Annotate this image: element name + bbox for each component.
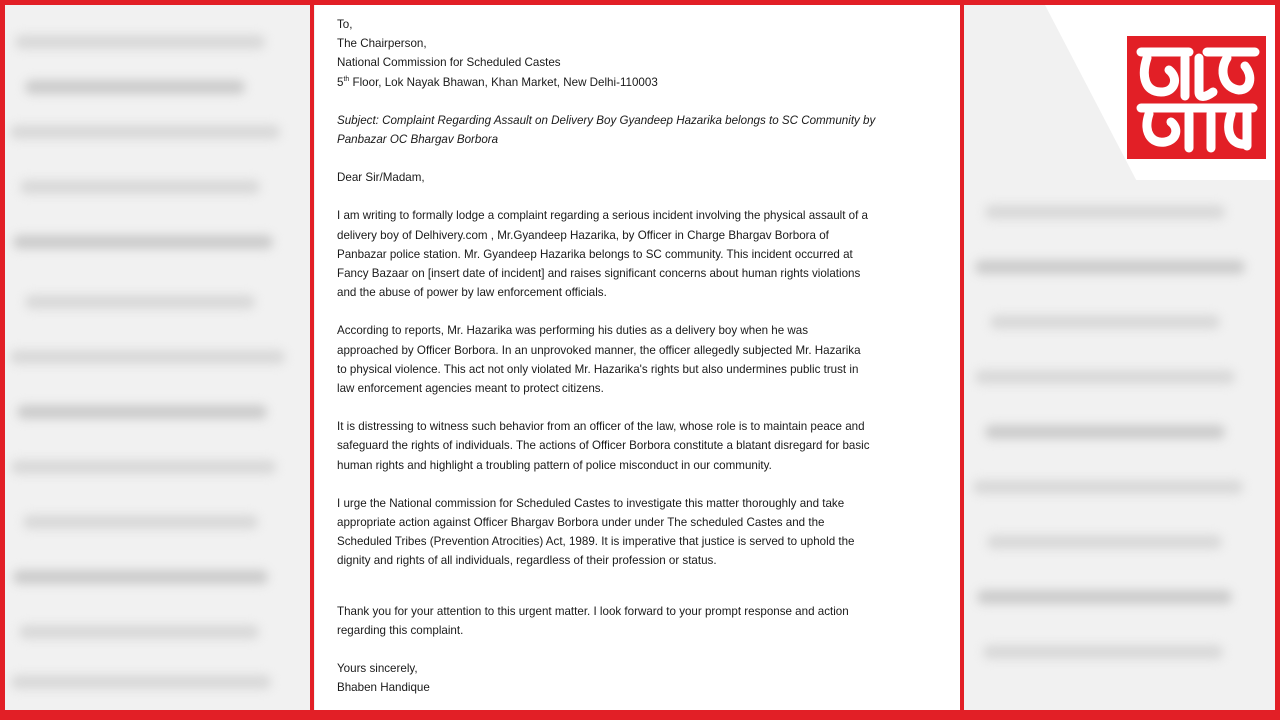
p1-line: Panbazar police station. Mr. Gyandeep Hazarika belongs to SC community. This incident occurred at [337,247,853,261]
letter-to: To, [337,18,353,31]
paragraph-1 [337,206,915,302]
letter-subject-1: Subject: Complaint Regarding Assault on Delivery Boy Gyandeep Hazarika belongs to SC Community by [337,113,876,127]
paragraph-5 [337,602,915,640]
letter-recipient: The Chairperson, [337,37,427,51]
paragraph-4 [337,494,915,571]
p3-line: It is distressing to witness such behavior from an officer of the law, whose role is to maintain peace and [337,420,865,434]
letter-closing: Yours sincerely, [337,662,418,676]
p2-line: to physical violence. This act not only violated Mr. Hazarika's rights but also undermines public trust in [337,362,859,376]
left-divider [310,5,314,710]
p4-line: Scheduled Tribes (Prevention Atrocities) Act, 1989. It is imperative that justice is served to uphold the [337,535,855,549]
letter-address [337,73,915,92]
letter-signatory: Bhaben Handique [337,681,430,695]
p1-line: and the abuse of power by law enforcement officials. [337,286,607,300]
p5-line: Thank you for your attention to this urgent matter. I look forward to your prompt response and action [337,604,849,618]
address-floor: 5 [337,75,344,89]
frame [5,5,1275,710]
letter-subject-2: Panbazar OC Bhargav Borbora [337,133,499,147]
blurred-left-panel [5,5,310,710]
address-rest: Floor, Lok Nayak Bhawan, Khan Market, New Delhi-110003 [349,75,658,89]
p3-line: human rights and highlight a troubling pattern of police misconduct in our community. [337,458,772,472]
logo-area [1045,5,1275,185]
p1-line: I am writing to formally lodge a complaint regarding a serious incident involving the physical assault of a [337,209,869,223]
p4-line: dignity and rights of all individuals, regardless of their profession or status. [337,554,717,568]
newspaper-logo-icon [1127,36,1266,159]
p4-line: appropriate action against Officer Bhargav Borbora under under The scheduled Castes and the [337,516,825,530]
address-sup: th [343,75,350,83]
complaint-letter [315,5,960,710]
p3-line: safeguard the rights of individuals. The actions of Officer Borbora constitute a blatant disregard for basic [337,439,870,453]
p1-line: Fancy Bazaar on [insert date of incident] and raises significant concerns about human rights violations [337,267,861,281]
p4-line: I urge the National commission for Scheduled Castes to investigate this matter thoroughly and take [337,496,845,510]
p1-line: delivery boy of Delhivery.com , Mr.Gyandeep Hazarika, by Officer in Charge Bhargav Borbora of [337,228,829,242]
p2-line: approached by Officer Borbora. In an unprovoked manner, the officer allegedly subjected Mr. Hazarika [337,343,861,357]
p2-line: law enforcement agencies meant to protect citizens. [337,382,604,396]
p2-line: According to reports, Mr. Hazarika was performing his duties as a delivery boy when he was [337,324,809,338]
right-divider [960,5,964,710]
paragraph-2 [337,321,915,398]
p5-line: regarding this complaint. [337,623,464,637]
letter-salutation: Dear Sir/Madam, [337,171,425,185]
paragraph-3 [337,417,915,475]
letter-org: National Commission for Scheduled Castes [337,56,561,70]
